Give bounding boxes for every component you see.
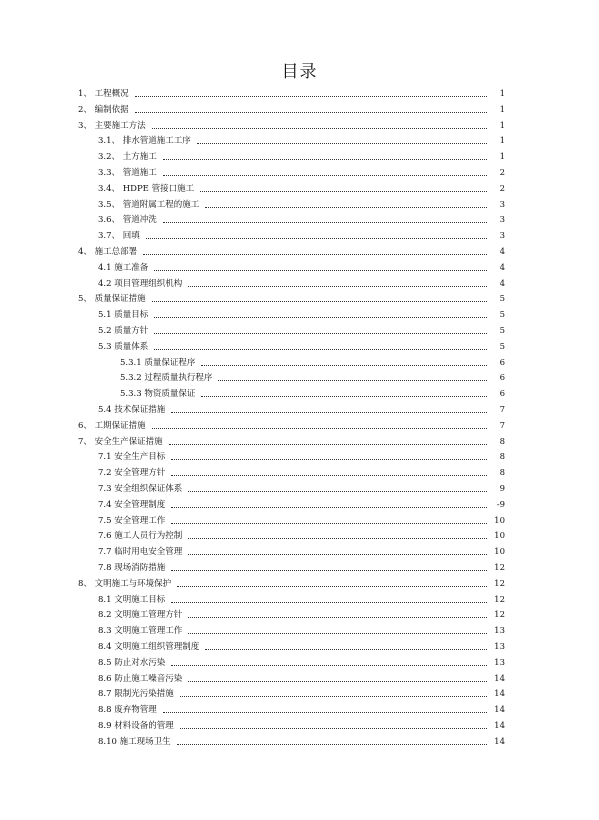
dot-leader (171, 506, 487, 508)
toc-entry-page-number: 8 (499, 468, 505, 479)
toc-entry-title: 临时用电安全管理 (111, 547, 183, 558)
dot-leader (163, 221, 487, 223)
toc-entry[interactable] (78, 84, 505, 99)
toc-entry-page-number: 14 (494, 736, 505, 747)
dot-leader (171, 601, 487, 603)
toc-entry-number: 5.1 (98, 310, 112, 321)
page-title: 目录 (281, 62, 318, 82)
dot-leader (188, 680, 487, 682)
toc-entry-title: 管道冲洗 (120, 215, 157, 226)
dot-leader (188, 616, 487, 618)
dot-leader (143, 253, 487, 255)
toc-entry[interactable] (98, 479, 505, 494)
toc-entry-page-number: 8 (499, 436, 505, 447)
dot-leader (197, 142, 487, 144)
toc-entry[interactable] (98, 274, 505, 289)
toc-entry-number: 7.7 (98, 547, 112, 558)
toc-entry-page-number: 6 (499, 357, 505, 368)
toc-entry-title: 过程质量执行程序 (141, 373, 213, 384)
toc-entry-page-number: 10 (494, 547, 505, 558)
toc-entry-title: 文明施工目标 (111, 594, 166, 605)
toc-entry-title: 废弃物管理 (111, 705, 157, 716)
dot-leader (154, 269, 487, 271)
toc-entry-number: 7.8 (98, 563, 112, 573)
toc-entry-number: 5.2 (98, 326, 112, 336)
toc-entry-title: 质量保证措施 (91, 294, 146, 305)
dot-leader (188, 285, 487, 287)
toc-entry-title: 施工准备 (111, 262, 149, 273)
toc-entry-title: 质量保证程序 (141, 357, 196, 368)
toc-entry-number: 3、 (78, 120, 92, 131)
toc-entry-number: 8.8 (98, 705, 112, 716)
toc-entry[interactable] (78, 242, 505, 257)
dot-leader (201, 395, 487, 397)
dot-leader (188, 632, 487, 634)
toc-entry-number: 2、 (78, 104, 92, 115)
toc-entry[interactable] (98, 700, 505, 715)
toc-entry[interactable] (98, 147, 505, 162)
toc-entry-page-number: 4 (499, 262, 505, 273)
toc-entry-page-number: 13 (494, 642, 505, 652)
dot-leader (163, 158, 487, 160)
toc-entry-number: 3.1、 (98, 136, 121, 147)
toc-entry-number: 3.2、 (98, 152, 121, 163)
toc-entry-title: 安全管理工作 (111, 515, 166, 526)
toc-entry[interactable] (98, 400, 505, 415)
toc-entry-page-number: 14 (494, 705, 505, 716)
toc-entry-number: 4.2 (98, 278, 112, 289)
toc-entry-title: 管道施工 (120, 168, 157, 178)
dot-leader (135, 111, 487, 113)
dot-leader (146, 237, 487, 239)
dot-leader (180, 727, 487, 729)
toc-entry-page-number: 5 (499, 326, 505, 336)
dot-leader (163, 711, 487, 713)
toc-entry-page-number: 8 (499, 452, 505, 463)
toc-entry-title: 管道附属工程的施工 (120, 199, 200, 210)
toc-entry-page-number: 12 (494, 563, 505, 573)
toc-entry-number: 8.5 (98, 657, 112, 668)
toc-entry-title: 现场消防措施 (111, 563, 166, 573)
toc-entry-number: 8.1 (98, 594, 112, 605)
dot-leader (200, 190, 487, 192)
toc-entry-page-number: 13 (494, 626, 505, 637)
toc-entry-title: 文明施工管理工作 (111, 626, 183, 637)
toc-entry-title: 施工总部署 (91, 247, 138, 257)
toc-entry[interactable] (98, 716, 505, 731)
dot-leader (154, 332, 487, 334)
toc-entry-page-number: 1 (499, 152, 505, 163)
toc-entry-page-number: 2 (499, 183, 505, 194)
toc-entry-number: 7.6 (98, 531, 112, 542)
toc-entry-number: 1、 (78, 89, 92, 99)
toc-entry-title: 施工现场卫生 (116, 736, 171, 747)
toc-entry[interactable] (98, 226, 505, 241)
dot-leader (169, 443, 487, 445)
toc-entry-number: 8.10 (98, 736, 117, 747)
dot-leader (180, 695, 487, 697)
toc-entry[interactable] (98, 447, 505, 462)
toc-entry-number: 5.3.2 (120, 373, 142, 384)
toc-entry[interactable] (98, 210, 505, 225)
toc-entry[interactable] (78, 574, 505, 589)
dot-leader (188, 553, 487, 555)
toc-entry-number: 8.9 (98, 721, 112, 731)
toc-entry[interactable] (98, 321, 505, 336)
dot-leader (188, 490, 487, 492)
dot-leader (163, 174, 487, 176)
toc-entry[interactable] (78, 416, 505, 431)
toc-entry-number: 8、 (78, 578, 92, 589)
toc-entry[interactable] (78, 289, 505, 304)
toc-entry-page-number: 12 (494, 610, 505, 621)
toc-entry[interactable] (98, 732, 505, 747)
toc-entry-title: 排水管道施工工序 (120, 136, 191, 147)
toc-entry-number: 3.6、 (98, 215, 121, 226)
toc-entry-page-number: 14 (494, 689, 505, 700)
dot-leader (152, 427, 487, 429)
toc-entry-title: 限制光污染措施 (111, 689, 174, 700)
toc-entry-number: 8.6 (98, 673, 112, 684)
toc-entry-title: 防止对水污染 (111, 657, 166, 668)
toc-entry[interactable] (78, 432, 505, 447)
toc-entry-title: 物资质量保证 (141, 389, 196, 400)
toc-entry-title: 安全组织保证体系 (111, 484, 183, 494)
toc-entry-title: 主要施工方法 (91, 120, 146, 131)
dot-leader (152, 127, 487, 129)
toc-entry[interactable] (98, 526, 505, 541)
dot-leader (154, 316, 487, 318)
toc-entry-number: 5.3.3 (120, 389, 142, 400)
dot-leader (201, 364, 487, 366)
toc-entry-title: 施工人员行为控制 (111, 531, 183, 542)
toc-entry-page-number: 3 (499, 199, 505, 210)
dot-leader (205, 206, 487, 208)
toc-entry-title: 质量目标 (111, 310, 149, 321)
dot-leader (171, 664, 487, 666)
dot-leader (177, 743, 487, 745)
toc-entry-title: 工程概况 (91, 89, 129, 99)
toc-entry-page-number: 14 (494, 673, 505, 684)
toc-entry[interactable] (98, 495, 505, 510)
toc-entry-page-number: 10 (494, 531, 505, 542)
toc-entry-title: 项目管理组织机构 (111, 278, 183, 289)
toc-entry-title: 编制依据 (91, 104, 129, 115)
toc-entry-page-number: 1 (499, 136, 505, 147)
dot-leader (171, 411, 487, 413)
toc-entry[interactable] (98, 131, 505, 146)
toc-entry[interactable] (98, 684, 505, 699)
toc-entry-title: 技术保证措施 (111, 405, 166, 415)
toc-entry-number: 7.2 (98, 468, 112, 479)
toc-entry-number: 4、 (78, 247, 92, 257)
toc-entry[interactable] (120, 353, 505, 368)
toc-entry-page-number: 6 (499, 389, 505, 400)
toc-entry-title: 质量方针 (111, 326, 149, 336)
toc-entry[interactable] (98, 558, 505, 573)
toc-entry[interactable] (98, 258, 505, 273)
toc-entry-number: 3.4、 (98, 183, 121, 194)
toc-entry[interactable] (98, 163, 505, 178)
toc-entry-number: 3.7、 (98, 231, 121, 242)
toc-entry-page-number: 12 (494, 578, 505, 589)
toc-entry[interactable] (120, 384, 505, 399)
toc-entry[interactable] (98, 511, 505, 526)
toc-entry-page-number: 4 (499, 278, 505, 289)
toc-entry-page-number: 6 (499, 373, 505, 384)
toc-entry-number: 4.1 (98, 262, 112, 273)
toc-entry-number: 6、 (78, 420, 92, 431)
toc-entry[interactable] (98, 653, 505, 668)
toc-entry-page-number: 5 (499, 294, 505, 305)
toc-entry-number: 7.4 (98, 499, 112, 510)
toc-entry-number: 5.3.1 (120, 357, 142, 368)
toc-entry-page-number: 7 (499, 405, 505, 415)
toc-entry-page-number: 5 (499, 310, 505, 321)
toc-entry-number: 7、 (78, 436, 92, 447)
toc-entry-title: 文明施工与环境保护 (91, 578, 172, 589)
dot-leader (177, 585, 487, 587)
dot-leader (171, 569, 487, 571)
toc-entry-page-number: 12 (494, 594, 505, 605)
toc-entry-number: 8.2 (98, 610, 112, 621)
toc-entry-title: 安全管理方针 (111, 468, 166, 479)
toc-entry-page-number: 3 (499, 215, 505, 226)
toc-entry-title: 安全管理制度 (111, 499, 166, 510)
toc-entry[interactable] (98, 195, 505, 210)
dot-leader (135, 95, 487, 97)
toc-entry[interactable] (98, 590, 505, 605)
toc-entry-title: 回填 (120, 231, 140, 242)
toc-entry-title: 质量体系 (111, 341, 149, 352)
toc-entry[interactable] (98, 179, 505, 194)
toc-entry[interactable] (98, 337, 505, 352)
toc-entry[interactable] (120, 368, 505, 383)
dot-leader (152, 300, 487, 302)
toc-entry[interactable] (78, 100, 505, 115)
toc-entry-page-number: 1 (499, 104, 505, 115)
toc-entry-page-number: 1 (499, 120, 505, 131)
dot-leader (218, 379, 487, 381)
toc-entry[interactable] (98, 542, 505, 557)
toc-entry-title: 工期保证措施 (91, 420, 146, 431)
dot-leader (205, 648, 487, 650)
toc-entry-title: 材料设备的管理 (111, 721, 174, 731)
toc-entry-page-number: 7 (499, 420, 505, 431)
toc-entry-number: 3.3、 (98, 168, 121, 178)
toc-entry-page-number: -9 (496, 499, 505, 510)
toc-entry-title: HDPE 管接口施工 (120, 183, 195, 194)
toc-entry-title: 防止施工噪音污染 (111, 673, 183, 684)
toc-entry-title: 土方施工 (120, 152, 157, 163)
toc-entry[interactable] (98, 637, 505, 652)
toc-entry-number: 5、 (78, 294, 92, 305)
toc-entry-page-number: 9 (499, 484, 505, 494)
toc-entry-number: 8.7 (98, 689, 112, 700)
toc-entry-title: 安全生产保证措施 (91, 436, 163, 447)
toc-entry-page-number: 1 (499, 89, 505, 99)
toc-entry-number: 7.1 (98, 452, 112, 463)
toc-entry-number: 7.5 (98, 515, 112, 526)
dot-leader (154, 348, 487, 350)
toc-entry-page-number: 3 (499, 231, 505, 242)
toc-entry[interactable] (98, 463, 505, 478)
toc-entry-title: 文明施工管理方针 (111, 610, 183, 621)
toc-entry-page-number: 5 (499, 341, 505, 352)
toc-entry[interactable] (98, 305, 505, 320)
toc-entry[interactable] (98, 669, 505, 684)
toc-entry-page-number: 14 (494, 721, 505, 731)
toc-entry[interactable] (98, 605, 505, 620)
dot-leader (171, 522, 487, 524)
toc-entry-title: 文明施工组织管理制度 (111, 642, 200, 652)
toc-entry-page-number: 2 (499, 168, 505, 178)
toc-entry-page-number: 10 (494, 515, 505, 526)
toc-entry-title: 安全生产目标 (111, 452, 166, 463)
toc-entry-number: 5.4 (98, 405, 112, 415)
toc-entry-page-number: 13 (494, 657, 505, 668)
toc-entry-number: 8.3 (98, 626, 112, 637)
dot-leader (171, 474, 487, 476)
toc-entry-page-number: 4 (499, 247, 505, 257)
toc-entry-number: 8.4 (98, 642, 112, 652)
dot-leader (188, 537, 487, 539)
toc-entry-number: 5.3 (98, 341, 112, 352)
toc-entry[interactable] (98, 621, 505, 636)
toc-entry-number: 3.5、 (98, 199, 121, 210)
dot-leader (171, 458, 487, 460)
toc-entry-number: 7.3 (98, 484, 112, 494)
toc-entry[interactable] (78, 116, 505, 131)
